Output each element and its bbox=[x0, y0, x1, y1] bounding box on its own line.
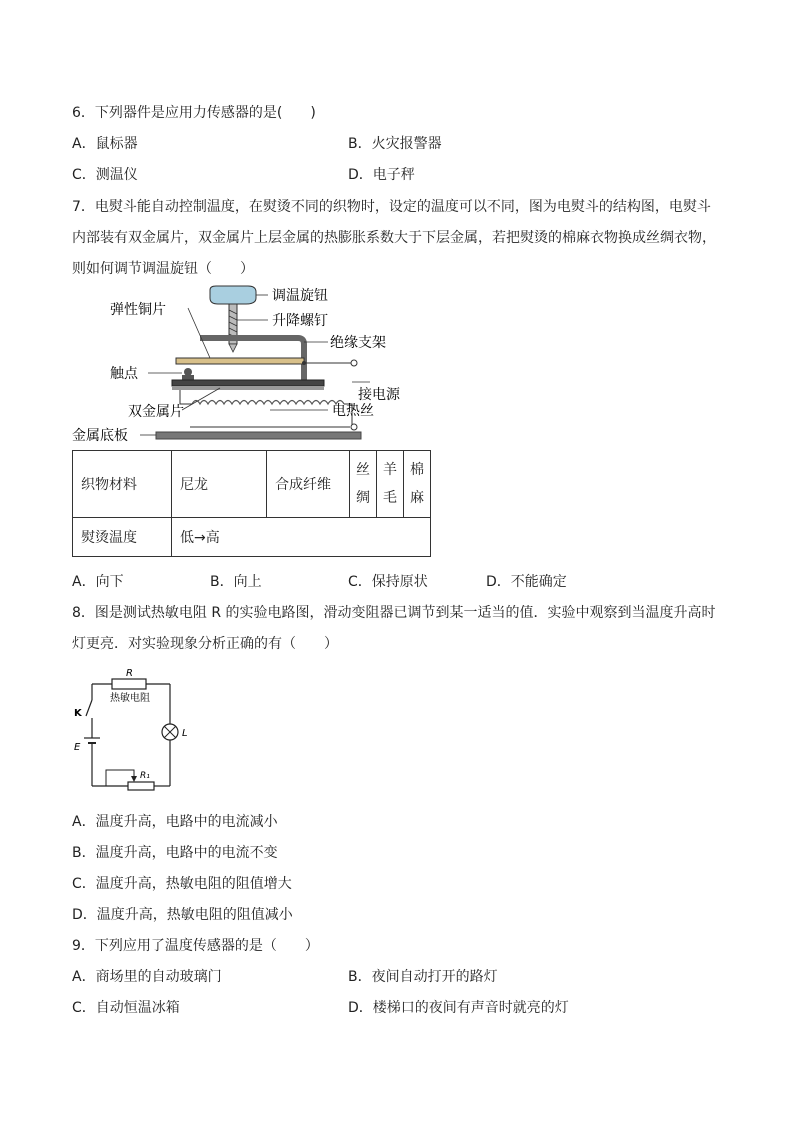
label-screw: 升降螺钉 bbox=[272, 313, 328, 329]
q8-stem-line-1: 8．图是测试热敏电阻 R 的实验电路图，滑动变阻器已调节到某一适当的值．实验中观察到当温度升高时 bbox=[72, 605, 716, 621]
q6-option-c: C．测温仪 bbox=[72, 167, 138, 183]
heating-wire bbox=[192, 401, 344, 405]
q7-option-c: C．保持原状 bbox=[348, 574, 428, 590]
q9-option-a: A．商场里的自动玻璃门 bbox=[72, 969, 222, 985]
thermistor-circuit-diagram bbox=[66, 666, 206, 796]
label-base: 金属底板 bbox=[72, 428, 128, 444]
rheostat bbox=[128, 782, 154, 790]
label-l: L bbox=[182, 728, 188, 739]
q8-option-c: C．温度升高，热敏电阻的阻值增大 bbox=[72, 876, 292, 892]
iron-structure-diagram bbox=[70, 282, 450, 447]
temperature-knob bbox=[210, 286, 256, 304]
contact-point bbox=[184, 368, 192, 376]
label-knob: 调温旋钮 bbox=[272, 288, 328, 304]
table-cell: 羊 毛 bbox=[377, 451, 404, 518]
q7-stem-line-3: 则如何调节调温旋钮（ ） bbox=[72, 261, 254, 277]
q9-stem: 9．下列应用了温度传感器的是（ ） bbox=[72, 938, 319, 954]
metal-base-plate bbox=[156, 432, 361, 439]
label-k: K bbox=[74, 708, 82, 719]
bimetal-strip bbox=[172, 380, 324, 386]
table-row bbox=[73, 451, 431, 518]
switch-k bbox=[86, 700, 92, 716]
label-r: R bbox=[126, 668, 133, 679]
thermistor bbox=[112, 679, 146, 689]
label-heater: 电热丝 bbox=[332, 403, 374, 419]
label-thermistor: 热敏电阻 bbox=[110, 693, 150, 704]
table-cell: 熨烫温度 bbox=[73, 518, 172, 557]
label-contact: 触点 bbox=[110, 366, 138, 382]
table-cell: 尼龙 bbox=[172, 451, 267, 518]
label-bracket: 绝缘支架 bbox=[330, 335, 386, 351]
q6-option-a: A．鼠标器 bbox=[72, 136, 138, 152]
fabric-temperature-table bbox=[72, 450, 431, 557]
label-r1: R₁ bbox=[140, 771, 150, 781]
q8-option-a: A．温度升高，电路中的电流减小 bbox=[72, 814, 278, 830]
label-power: 接电源 bbox=[358, 387, 400, 403]
label-bimetal: 双金属片 bbox=[128, 404, 184, 420]
table-cell: 棉 麻 bbox=[404, 451, 431, 518]
q8-option-d: D．温度升高，热敏电阻的阻值减小 bbox=[72, 907, 293, 923]
q8-stem-line-2: 灯更亮．对实验现象分析正确的有（ ） bbox=[72, 636, 338, 652]
power-terminal-top bbox=[351, 360, 357, 366]
table-cell: 合成纤维 bbox=[267, 451, 350, 518]
power-terminal-bottom bbox=[351, 424, 357, 430]
q7-stem-line-1: 7．电熨斗能自动控制温度，在熨烫不同的织物时，设定的温度可以不同，图为电熨斗的结构图，电熨斗 bbox=[72, 199, 711, 215]
q9-option-c: C．自动恒温冰箱 bbox=[72, 1000, 180, 1016]
table-cell: 丝 绸 bbox=[350, 451, 377, 518]
q8-option-b: B．温度升高，电路中的电流不变 bbox=[72, 845, 278, 861]
q7-option-b: B．向上 bbox=[210, 574, 262, 590]
q7-option-a: A．向下 bbox=[72, 574, 124, 590]
q9-option-d: D．楼梯口的夜间有声音时就亮的灯 bbox=[348, 1000, 569, 1016]
q9-option-b: B．夜间自动打开的路灯 bbox=[348, 969, 498, 985]
q7-option-d: D．不能确定 bbox=[486, 574, 567, 590]
q6-option-d: D．电子秤 bbox=[348, 167, 415, 183]
q7-stem-line-2: 内部装有双金属片，双金属片上层金属的热膨胀系数大于下层金属，若把熨烫的棉麻衣物换成丝绸衣物， bbox=[72, 230, 716, 246]
label-e: E bbox=[74, 742, 81, 753]
q6-stem: 6．下列器件是应用力传感器的是( ) bbox=[72, 105, 316, 121]
q6-option-b: B．火灾报警器 bbox=[348, 136, 442, 152]
table-cell: 低→高 bbox=[172, 518, 431, 557]
table-row bbox=[73, 518, 431, 557]
label-copper: 弹性铜片 bbox=[110, 302, 166, 318]
table-cell: 织物材料 bbox=[73, 451, 172, 518]
elastic-copper-sheet bbox=[176, 358, 304, 364]
